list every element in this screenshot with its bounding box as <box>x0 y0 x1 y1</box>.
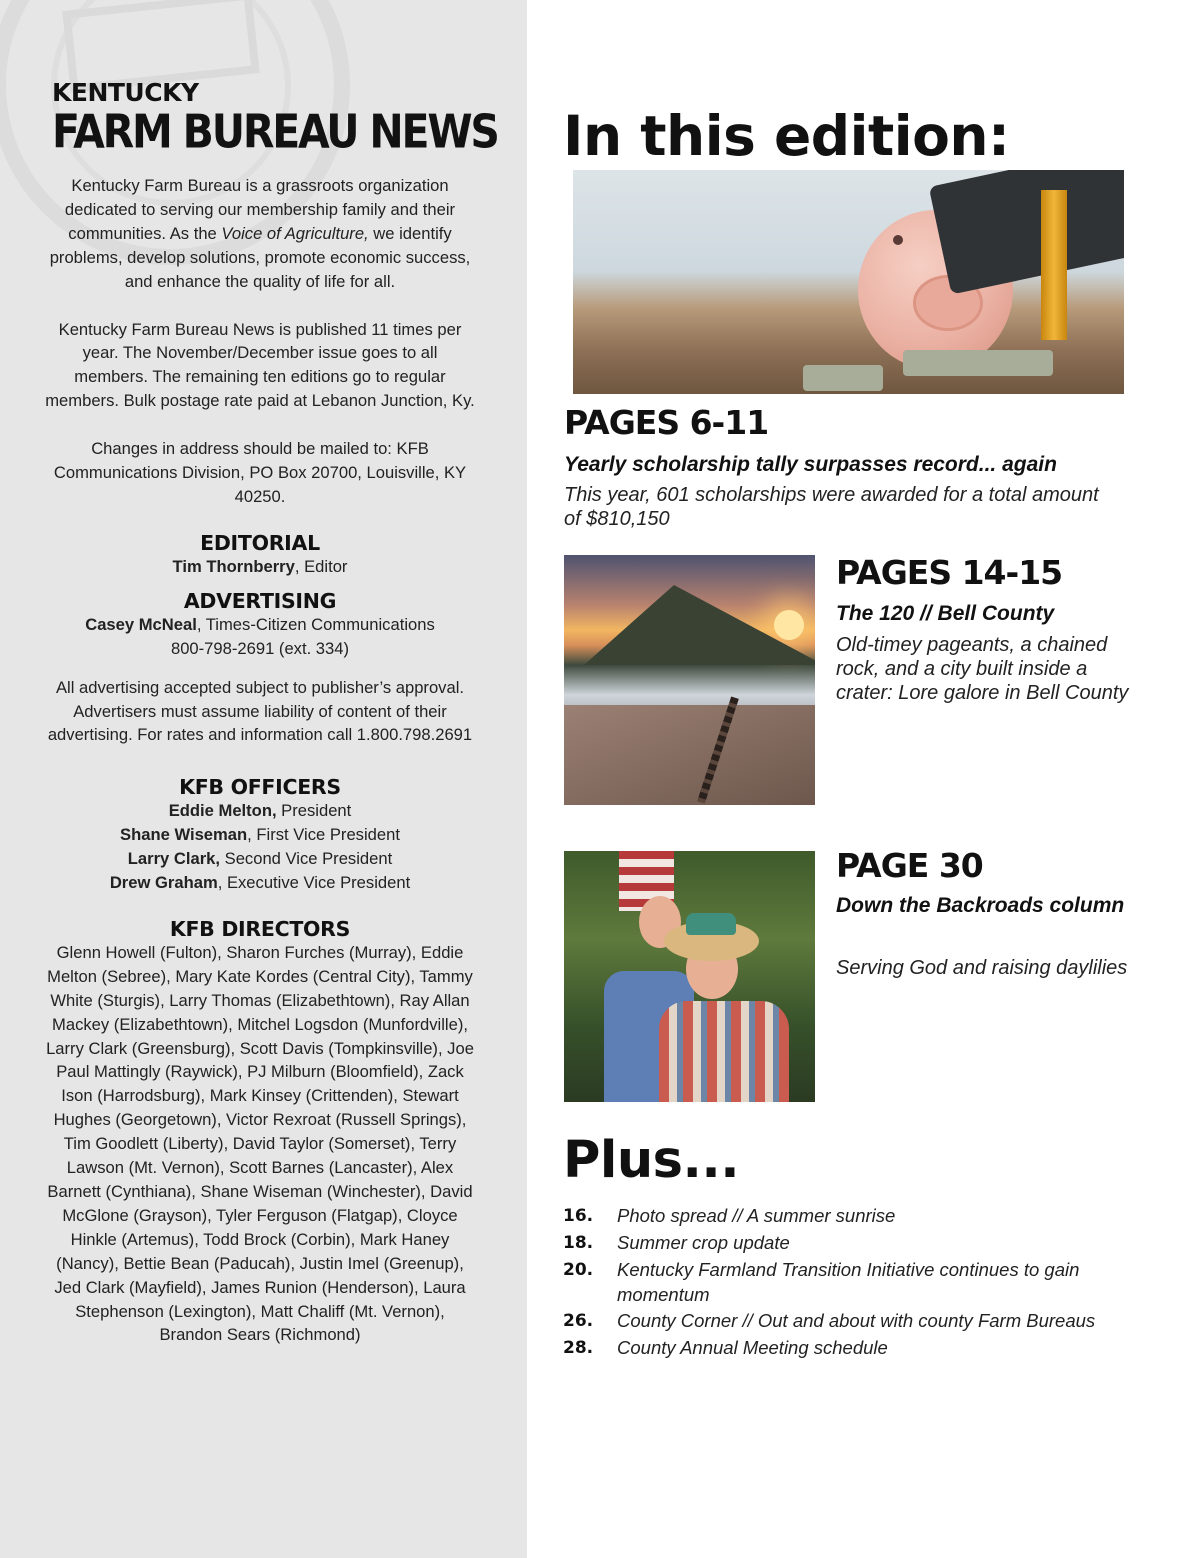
plus-page-number: 28. <box>563 1337 594 1358</box>
hat-band <box>686 913 736 935</box>
officer-name: Larry Clark, <box>127 849 221 869</box>
directors-list: Glenn Howell (Fulton), Sharon Furches (Murray), Eddie Melton (Sebree), Mary Kate Kordes (Central City), Tammy White (Sturgis), Larry Thomas (Elizabethtown), Ray Allan Mackey (Elizabethtown), Mitchel Logsdon (Munfordville), Larry Clark (Greensburg), Scott Davis (Tompkinsville), Joe Paul Mattingly (Raywick), PJ Milburn (Bloomfield), Zack Ison (Harrodsburg), Mark Kinsey (Crittenden), Stewart Hughes (Georgetown), Victor Rexroat (Russell Springs), Tim Goodlett (Liberty), David Taylor (Somerset), Terry Lawson (Mt. Vernon), Scott Barnes (Lancaster), Alex Barnett (Cynthiana), Shane Wiseman (Winchester), David McGlone (Grayson), Tyler Ferguson (Flatgap), Cloyce Hinkle (Artemus), Todd Brock (Corbin), Mark Haney (Nancy), Bettie Bean (Paducah), Justin Imel (Greenup), Jed Clark (Mayfield), James Runion (Henderson), Laura Stephenson (Lexington), Matt Chaliff (Mt. Vernon), Brandon Sears (Richmond) <box>46 942 474 1345</box>
bell-county-sunrise-photo <box>564 555 815 805</box>
officer-name: Drew Graham <box>109 873 218 893</box>
pig-eye <box>893 235 903 245</box>
editorial-heading: EDITORIAL <box>200 530 320 555</box>
advertising-phone: 800-798-2691 (ext. 334) <box>170 638 350 658</box>
masthead <box>52 78 498 159</box>
plus-page-number: 18. <box>563 1232 594 1253</box>
voice-of-agriculture: Voice of Agriculture, <box>221 223 369 243</box>
address-info: Changes in address should be mailed to: KFB Communications Division, PO Box 20700, Louisville, KY 40250. <box>53 439 467 506</box>
chained-rock <box>564 705 815 805</box>
sidebar-info <box>45 174 475 1347</box>
story-title[interactable]: The 120 // Bell County <box>836 602 1055 625</box>
advertising-contact <box>45 613 475 637</box>
officer-line <box>45 847 475 871</box>
plus-item[interactable] <box>563 1308 1143 1335</box>
plus-item[interactable] <box>563 1335 1143 1362</box>
masthead-kentucky: KENTUCKY <box>52 78 199 107</box>
publication-info: Kentucky Farm Bureau News is published 11 times per year. The November/December issue goes to all members. The remaining ten editions go to regular members. Bulk postage rate paid at Lebanon Junction, Ky. <box>45 319 475 411</box>
plus-title: Plus... <box>563 1131 740 1190</box>
advertising-heading: ADVERTISING <box>183 588 337 613</box>
advertising-name: Casey McNeal <box>85 614 197 634</box>
officer-name: Shane Wiseman <box>120 825 248 845</box>
masthead-title: FARM BUREAU NEWS <box>52 104 498 159</box>
editor-role: , Editor <box>294 556 348 576</box>
officer-line <box>45 799 475 823</box>
plus-item-text: Summer crop update <box>617 1231 790 1253</box>
officer-name: Eddie Melton, <box>168 801 277 821</box>
story-description: This year, 601 scholarships were awarded for a total amount of $810,150 <box>564 484 1099 530</box>
officer-role: President <box>276 801 352 821</box>
plus-item-text: County Corner // Out and about with county Farm Bureaus <box>617 1310 1096 1332</box>
officer-role: , Executive Vice President <box>217 873 411 893</box>
plus-page-number: 20. <box>563 1259 594 1280</box>
advertising-note: All advertising accepted subject to publisher’s approval. Advertisers must assume liability of content of their advertising. For rates and information call 1.800.798.2691 <box>47 677 473 745</box>
officer-role: Second Vice President <box>220 849 393 869</box>
mission-text-1: Kentucky Farm Bureau is a grassroots organization dedicated to serving our membership family and their communities. As the <box>64 176 456 243</box>
editor-line <box>45 555 475 579</box>
story-description: Old-timey pageants, a chained rock, and a city built inside a crater: Lore galore in Bell County <box>836 634 1129 704</box>
officer-role: , First Vice President <box>247 825 400 845</box>
mountain-ridge <box>584 585 815 665</box>
plus-item[interactable] <box>563 1230 1143 1257</box>
story-description: Serving God and raising daylilies <box>836 957 1128 979</box>
officer-line <box>45 823 475 847</box>
plus-item[interactable] <box>563 1203 1143 1230</box>
story-pages: PAGES 14-15 <box>836 553 1063 592</box>
graduation-cap <box>929 170 1124 295</box>
cap-tassel <box>1041 190 1067 340</box>
story-pages: PAGES 6-11 <box>564 403 769 442</box>
officer-line <box>45 871 475 895</box>
story-pages: PAGE 30 <box>836 846 983 885</box>
plus-page-number: 16. <box>563 1206 594 1226</box>
story-title[interactable]: Yearly scholarship tally surpasses record... again <box>564 453 1057 476</box>
officers-heading: KFB OFFICERS <box>179 775 341 800</box>
plus-list <box>563 1203 1143 1362</box>
sidebar <box>0 0 527 1558</box>
dollar-bill <box>803 365 883 391</box>
story-title[interactable]: Down the Backroads column <box>836 894 1125 917</box>
plus-item-text: Photo spread // A summer sunrise <box>617 1205 896 1226</box>
man-shirt <box>659 1001 789 1102</box>
piggy-bank-photo <box>573 170 1124 394</box>
editor-name: Tim Thornberry <box>172 556 295 576</box>
plus-item-text: County Annual Meeting schedule <box>617 1336 888 1358</box>
advertising-role: , Times-Citizen Communications <box>196 614 435 634</box>
backroads-couple-photo <box>564 851 815 1102</box>
plus-item-text: Kentucky Farmland Transition Initiative continues to gain momentum <box>617 1258 1080 1306</box>
directors-heading: KFB DIRECTORS <box>169 916 351 941</box>
mission-text-2: we identify problems, develop solutions, promote economic success, and enhance the quality of life for all. <box>49 223 471 291</box>
dollar-bill <box>903 350 1053 376</box>
edition-title: In this edition: <box>563 104 1010 168</box>
mission-statement <box>45 174 475 294</box>
plus-page-number: 26. <box>563 1311 594 1332</box>
plus-item[interactable] <box>563 1257 1143 1309</box>
